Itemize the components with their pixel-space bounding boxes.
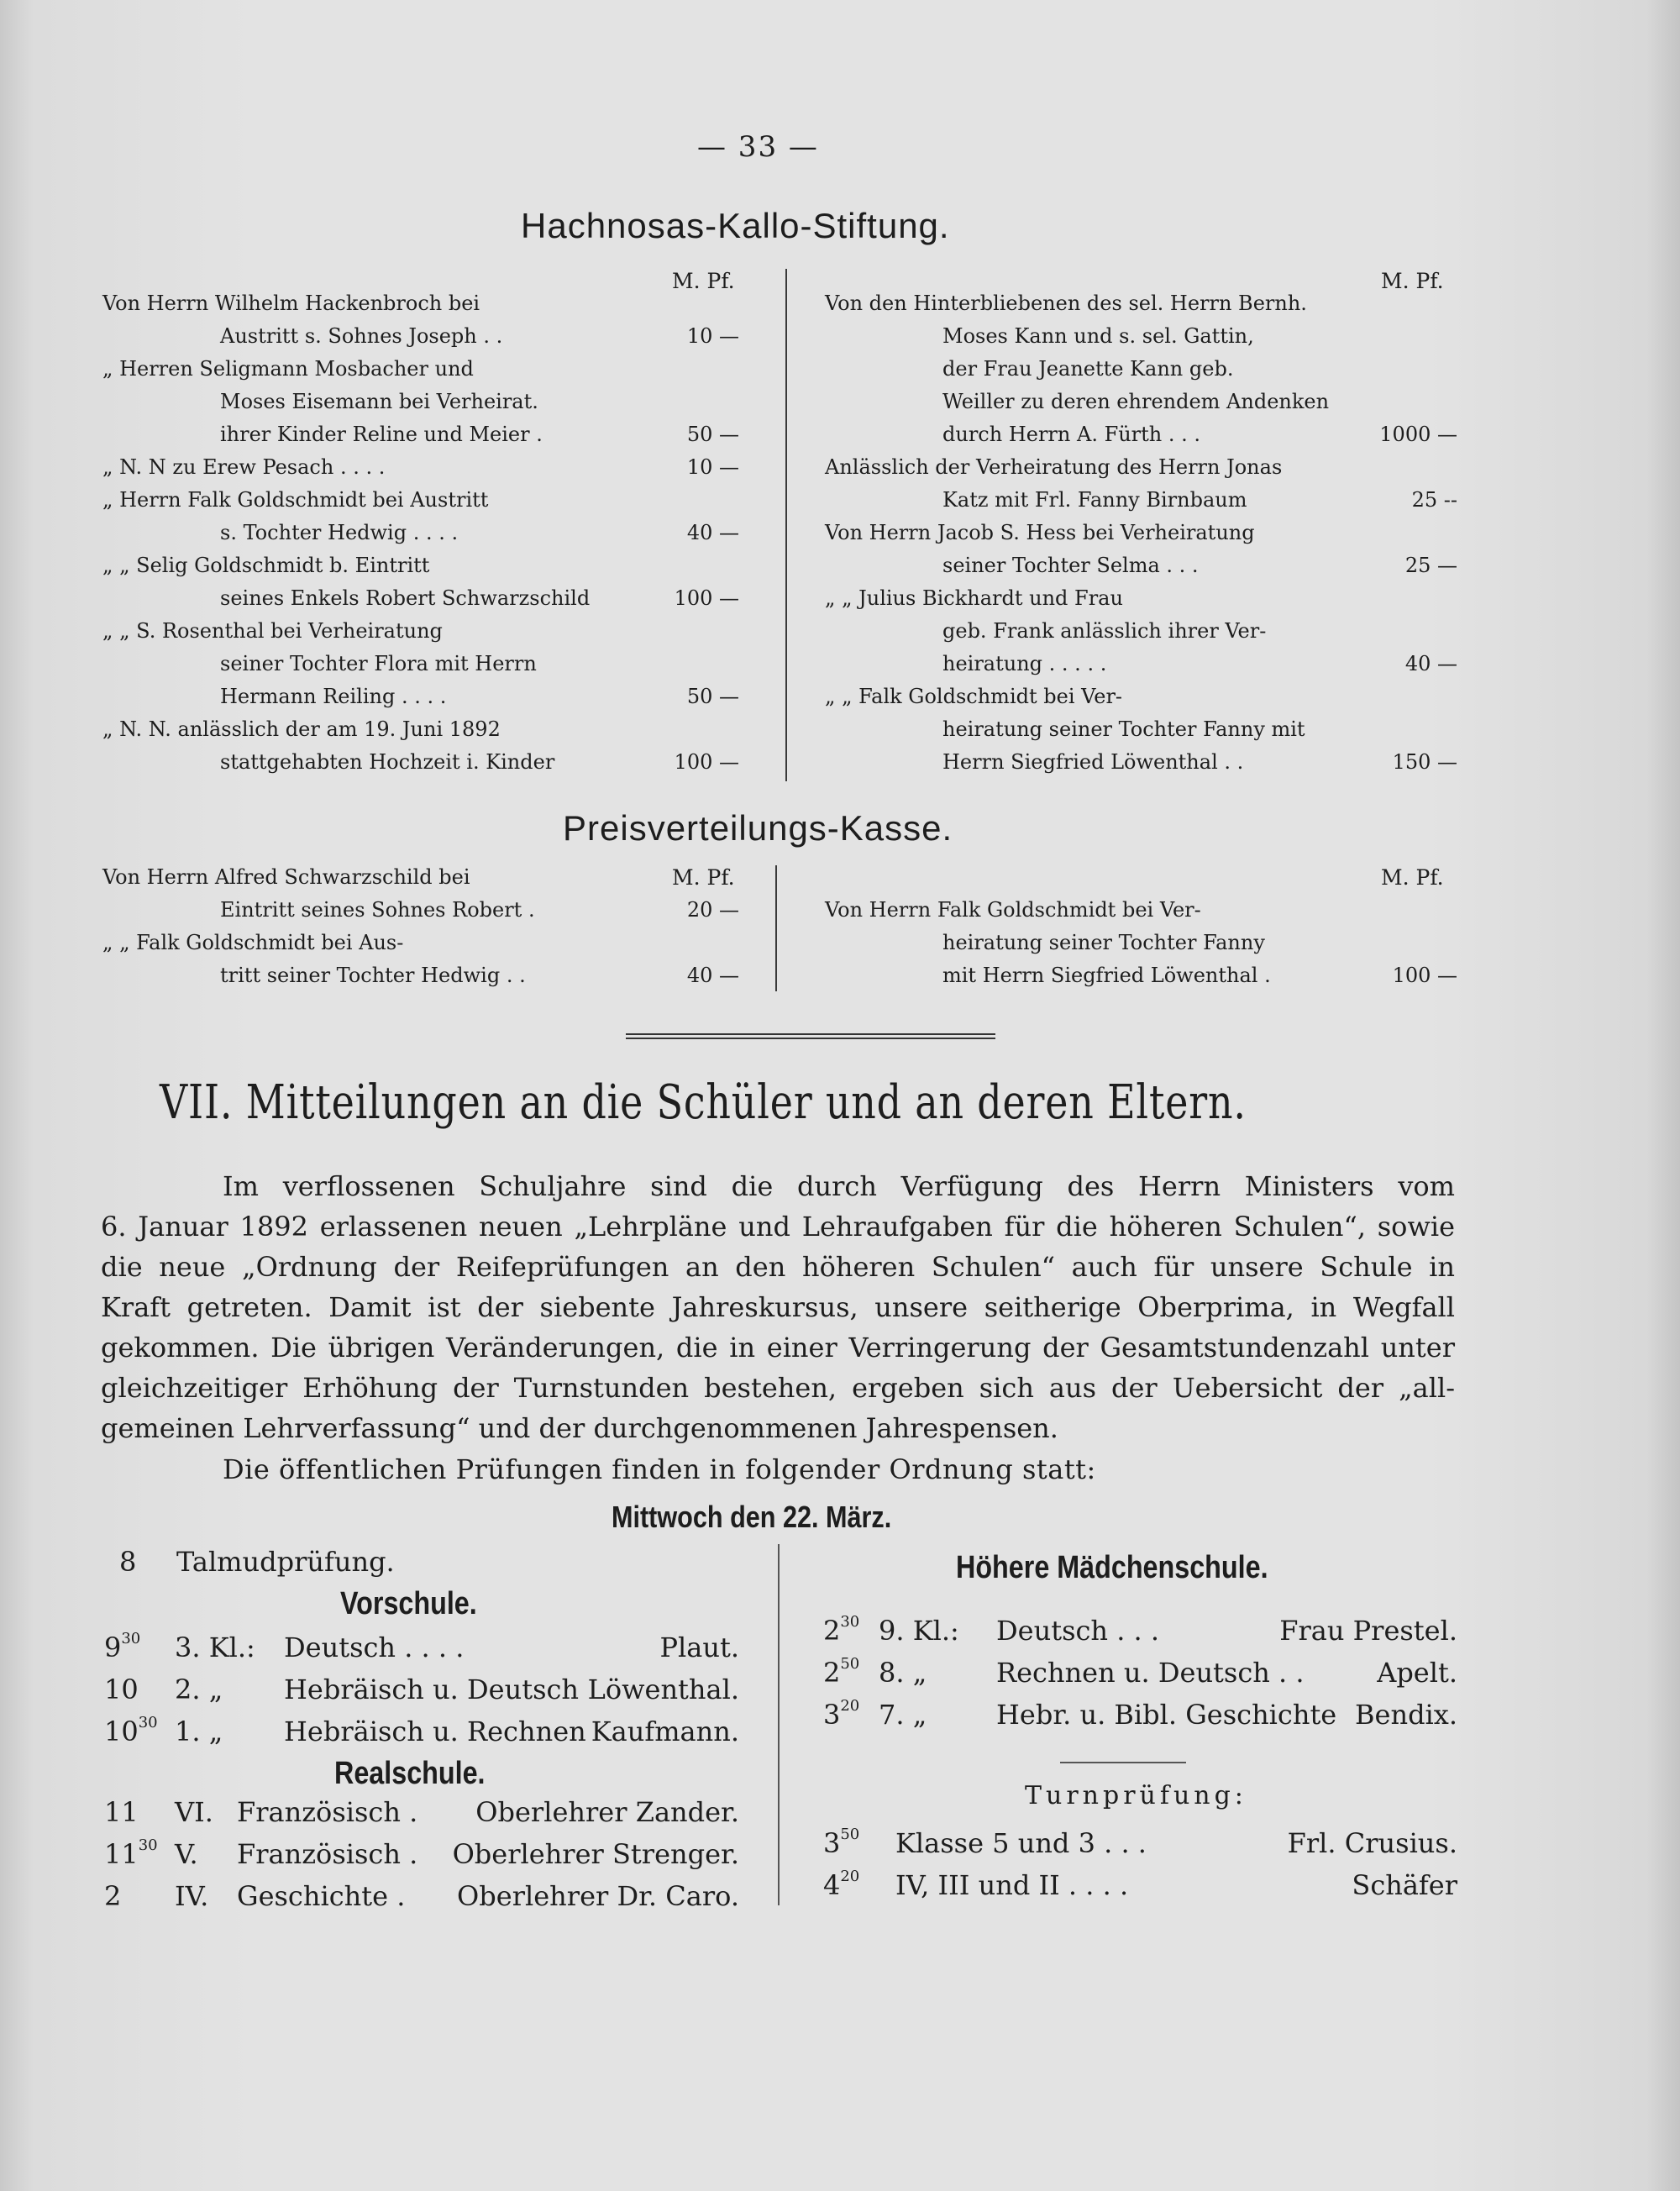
- exam-time: $3^{20}$: [823, 1697, 860, 1731]
- donation-line: Von Herrn Falk Goldschmidt bei Ver-: [825, 898, 1201, 922]
- maedchen-heading: Höhere Mädchenschule.: [956, 1550, 1268, 1585]
- donation-line: Von den Hinterbliebenen des sel. Herrn Bernh.: [825, 292, 1307, 315]
- hachnosas-title: Hachnosas-Kallo-Stiftung.: [521, 206, 950, 245]
- exam-teacher: Frau Prestel.: [1279, 1615, 1457, 1647]
- section-divider: [626, 1033, 995, 1039]
- talmud-time: 8: [119, 1546, 137, 1578]
- donation-entry: [102, 927, 657, 992]
- donation-line: „ N. N. anlässlich der am 19. Juni 1892: [102, 717, 501, 741]
- exam-subject: Geschichte .: [237, 1880, 406, 1912]
- exam-subject: Rechnen u. Deutsch . .: [996, 1657, 1305, 1689]
- donation-line: Austritt s. Sohnes Joseph . .: [220, 324, 503, 348]
- donation-entry: [825, 517, 1362, 582]
- exam-teacher: Löwenthal.: [587, 1673, 739, 1705]
- exam-subject: Hebr. u. Bibl. Geschichte: [996, 1699, 1337, 1731]
- turn-divider: [1060, 1762, 1186, 1763]
- exam-teacher: Schäfer: [1352, 1869, 1457, 1901]
- donation-line: Von Herrn Jacob S. Hess bei Verheiratung: [825, 521, 1255, 544]
- talmud-label: Talmudprüfung.: [176, 1546, 395, 1578]
- exam-subject: Französisch .: [237, 1796, 418, 1828]
- donation-line: seiner Tochter Flora mit Herrn: [220, 652, 537, 675]
- donation-entry: [825, 680, 1362, 779]
- exam-subject: Französisch .: [237, 1838, 418, 1870]
- exam-teacher: Kaufmann.: [591, 1715, 739, 1747]
- donation-entry: [102, 287, 657, 353]
- exam-class: 7. „: [879, 1699, 927, 1731]
- exam-time-minutes: 30: [138, 1836, 158, 1854]
- exam-class: 8. „: [879, 1657, 927, 1689]
- exam-subject: IV, III und II . . . .: [895, 1869, 1129, 1901]
- donation-amount: 40 —: [686, 964, 739, 987]
- hachnosas-column-divider: [785, 269, 787, 781]
- exam-time: 10: [104, 1673, 139, 1705]
- hachnosas-currency-left: M. Pf.: [672, 269, 735, 293]
- donation-amount: 25 --: [1411, 488, 1457, 512]
- exam-time: $4^{20}$: [823, 1868, 860, 1901]
- date-heading: Mittwoch den 22. März.: [612, 1500, 892, 1534]
- donation-amount: 40 —: [1404, 652, 1457, 675]
- donation-line: mit Herrn Siegfried Löwenthal .: [942, 964, 1271, 987]
- preis-column-divider: [775, 865, 777, 991]
- exam-teacher: Apelt.: [1377, 1657, 1457, 1689]
- exam-time-minutes: 20: [840, 1697, 860, 1715]
- donation-line: „ Herrn Falk Goldschmidt bei Austritt: [102, 488, 489, 512]
- donation-entry: [102, 549, 657, 615]
- exam-teacher: Oberlehrer Zander.: [475, 1796, 739, 1828]
- donation-entry: [102, 615, 657, 713]
- donation-line: Moses Eisemann bei Verheirat.: [220, 390, 538, 413]
- exam-class: V.: [175, 1838, 198, 1870]
- donation-amount: 20 —: [686, 898, 739, 922]
- donation-line: heiratung seiner Tochter Fanny mit: [942, 717, 1305, 741]
- donation-amount: 100 —: [674, 750, 739, 774]
- donation-line: Weiller zu deren ehrendem Andenken: [942, 390, 1330, 413]
- donation-amount: 50 —: [686, 423, 739, 446]
- exam-time: $2^{50}$: [823, 1655, 860, 1689]
- exam-subject: Deutsch . . . .: [284, 1631, 465, 1663]
- exam-teacher: Frl. Crusius.: [1287, 1827, 1457, 1859]
- donation-line: heiratung seiner Tochter Fanny: [942, 931, 1265, 954]
- exam-class: 1. „: [175, 1715, 223, 1747]
- donation-entry: [825, 451, 1362, 517]
- paragraph-line: 6. Januar 1892 erlassenen neuen „Lehrpläne und Lehraufgaben für die höheren Schulen“, sowie: [101, 1211, 1455, 1243]
- donation-amount: 100 —: [674, 586, 739, 610]
- donation-line: „ „ Falk Goldschmidt bei Ver-: [825, 685, 1123, 708]
- donation-line: tritt seiner Tochter Hedwig . .: [220, 964, 526, 987]
- paragraph-line: Kraft getreten. Damit ist der siebente Jahreskursus, unsere seitherige Oberprima, in Wegfall: [101, 1291, 1455, 1323]
- donation-line: Hermann Reiling . . . .: [220, 685, 447, 708]
- donation-entry: [102, 451, 657, 484]
- exam-teacher: Oberlehrer Strenger.: [452, 1838, 739, 1870]
- donation-entry: [102, 713, 657, 779]
- donation-line: seines Enkels Robert Schwarzschild: [220, 586, 591, 610]
- donation-line: „ N. N zu Erew Pesach . . . .: [102, 455, 386, 479]
- donation-amount: 150 —: [1392, 750, 1457, 774]
- donation-line: Moses Kann und s. sel. Gattin,: [942, 324, 1254, 348]
- exam-time-minutes: 30: [121, 1630, 141, 1647]
- exam-teacher: Oberlehrer Dr. Caro.: [457, 1880, 739, 1912]
- donation-line: Von Herrn Alfred Schwarzschild bei: [102, 865, 470, 889]
- exam-class: VI.: [175, 1796, 213, 1828]
- donation-line: s. Tochter Hedwig . . . .: [220, 521, 459, 544]
- donation-entry: [825, 287, 1362, 451]
- donation-entry: [825, 582, 1362, 680]
- donation-amount: 10 —: [686, 455, 739, 479]
- donation-line: seiner Tochter Selma . . .: [942, 554, 1199, 577]
- preis-title: Preisverteilungs-Kasse.: [563, 808, 953, 848]
- exam-subject: Klasse 5 und 3 . . .: [895, 1827, 1147, 1859]
- exam-time: 2: [104, 1880, 122, 1912]
- donation-amount: 50 —: [686, 685, 739, 708]
- exam-time: $9^{30}$: [104, 1630, 141, 1663]
- exam-time-minutes: 20: [840, 1868, 860, 1885]
- page-number: — 33 —: [697, 130, 819, 164]
- donation-line: „ Herren Seligmann Mosbacher und: [102, 357, 474, 381]
- exam-time: $10^{30}$: [104, 1714, 158, 1747]
- preis-currency-left: M. Pf.: [672, 865, 735, 890]
- exam-time: $2^{30}$: [823, 1613, 860, 1647]
- donation-amount: 40 —: [686, 521, 739, 544]
- donation-line: geb. Frank anlässlich ihrer Ver-: [942, 619, 1267, 643]
- donation-line: stattgehabten Hochzeit i. Kinder: [220, 750, 555, 774]
- exam-intro: Die öffentlichen Prüfungen finden in folgender Ordnung statt:: [223, 1453, 1096, 1485]
- exam-class: 9. Kl.:: [879, 1615, 959, 1647]
- exam-time: $11^{30}$: [104, 1836, 158, 1870]
- donation-amount: 100 —: [1392, 964, 1457, 987]
- paragraph-line: gemeinen Lehrverfassung“ und der durchgenommenen Jahrespensen.: [101, 1412, 1058, 1444]
- donation-entry: [102, 484, 657, 549]
- donation-line: Eintritt seines Sohnes Robert .: [220, 898, 535, 922]
- exam-subject: Hebräisch u. Deutsch: [284, 1673, 580, 1705]
- exam-time: 11: [104, 1796, 139, 1828]
- donation-amount: 1000 —: [1379, 423, 1457, 446]
- preis-currency-right: M. Pf.: [1381, 865, 1444, 890]
- donation-line: ihrer Kinder Reline und Meier .: [220, 423, 543, 446]
- section-title: VII. Mitteilungen an die Schüler und an deren Eltern.: [160, 1075, 1247, 1130]
- exam-subject: Hebräisch u. Rechnen: [284, 1715, 586, 1747]
- donation-line: „ „ Julius Bickhardt und Frau: [825, 586, 1123, 610]
- donation-line: Katz mit Frl. Fanny Birnbaum: [942, 488, 1247, 512]
- donation-line: „ „ Falk Goldschmidt bei Aus-: [102, 931, 404, 954]
- exam-time-minutes: 50: [840, 1655, 860, 1673]
- donation-entry: [102, 861, 657, 927]
- hachnosas-currency-right: M. Pf.: [1381, 269, 1444, 293]
- donation-line: Anlässlich der Verheiratung des Herrn Jonas: [825, 455, 1283, 479]
- exam-time: $3^{50}$: [823, 1826, 860, 1859]
- exam-teacher: Plaut.: [659, 1631, 739, 1663]
- exam-time-minutes: 30: [840, 1613, 860, 1631]
- exam-class: 3. Kl.:: [175, 1631, 255, 1663]
- exam-class: 2. „: [175, 1673, 223, 1705]
- realschule-heading: Realschule.: [334, 1756, 486, 1791]
- donation-amount: 25 —: [1404, 554, 1457, 577]
- paragraph-line: die neue „Ordnung der Reifeprüfungen an den höheren Schulen“ auch für unsere Schule in: [101, 1251, 1455, 1283]
- turn-heading: Turnprüfung:: [1025, 1781, 1247, 1810]
- exam-time-minutes: 30: [138, 1714, 158, 1731]
- donation-line: Herrn Siegfried Löwenthal . .: [942, 750, 1244, 774]
- exam-time-minutes: 50: [840, 1826, 860, 1843]
- donation-amount: 10 —: [686, 324, 739, 348]
- donation-entry: [102, 353, 657, 451]
- exam-column-divider: [778, 1544, 780, 1905]
- paragraph-line: Im verflossenen Schuljahre sind die durch Verfügung des Herrn Ministers vom: [223, 1170, 1455, 1202]
- donation-line: „ „ Selig Goldschmidt b. Eintritt: [102, 554, 430, 577]
- donation-line: „ „ S. Rosenthal bei Verheiratung: [102, 619, 443, 643]
- paragraph-line: gekommen. Die übrigen Veränderungen, die in einer Verringerung der Gesamtstundenzahl unter: [101, 1332, 1455, 1363]
- exam-teacher: Bendix.: [1355, 1699, 1457, 1731]
- paragraph-line: gleichzeitiger Erhöhung der Turnstunden bestehen, ergeben sich aus der Uebersicht der „all-: [101, 1372, 1455, 1404]
- donation-line: durch Herrn A. Fürth . . .: [942, 423, 1201, 446]
- donation-line: der Frau Jeanette Kann geb.: [942, 357, 1234, 381]
- exam-subject: Deutsch . . .: [996, 1615, 1160, 1647]
- donation-line: Von Herrn Wilhelm Hackenbroch bei: [102, 292, 480, 315]
- vorschule-heading: Vorschule.: [340, 1586, 477, 1621]
- donation-entry: [825, 894, 1362, 992]
- exam-class: IV.: [175, 1880, 209, 1912]
- donation-line: heiratung . . . . .: [942, 652, 1107, 675]
